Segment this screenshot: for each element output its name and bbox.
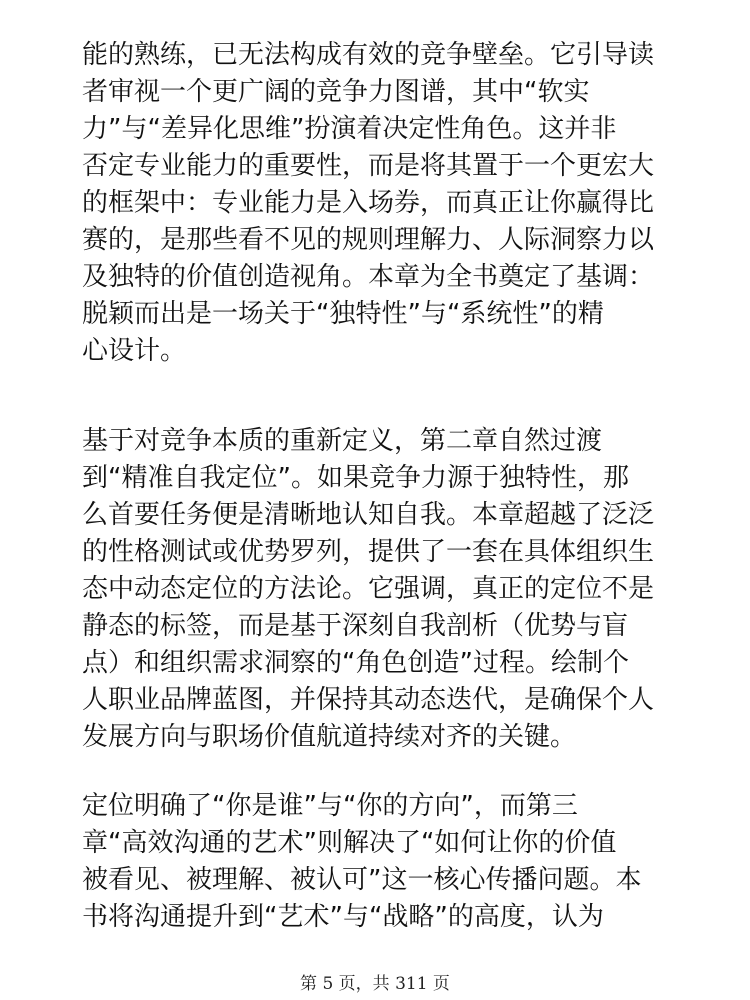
paragraph-2: [82, 423, 654, 756]
text-line: 心设计。: [82, 336, 187, 366]
text-line: 基于对竞争本质的重新定义，第二章自然过渡: [82, 426, 603, 456]
text-line: 静态的标签，而是基于深刻自我剖析（优势与盲: [82, 611, 629, 641]
text-line: 到“精准自我定位”。如果竞争力源于独特性，那: [82, 463, 629, 493]
text-line: 的框架中：专业能力是入场券，而真正让你赢得比: [82, 188, 655, 218]
text-line: 者审视一个更广阔的竞争力图谱，其中“软实: [82, 77, 590, 107]
text-line: 章“高效沟通的艺术”则解决了“如何让你的价值: [82, 828, 617, 858]
text-line: 人职业品牌蓝图，并保持其动态迭代，是确保个人: [82, 685, 655, 715]
text-line: 定位明确了“你是谁”与“你的方向”，而第三: [82, 791, 578, 821]
text-line: 力”与“差异化思维”扮演着决定性角色。这并非: [82, 114, 617, 144]
document-page: [82, 0, 672, 1000]
paragraph-3: [82, 788, 641, 936]
text-line: 态中动态定位的方法论。它强调，真正的定位不是: [82, 574, 655, 604]
text-line: 的性格测试或优势罗列，提供了一套在具体组织生: [82, 537, 655, 567]
text-line: 点）和组织需求洞察的“角色创造”过程。绘制个: [82, 648, 629, 678]
text-line: 否定专业能力的重要性，而是将其置于一个更宏大: [82, 151, 655, 181]
text-line: 脱颖而出是一场关于“独特性”与“系统性”的精: [82, 299, 604, 329]
page-number-footer: 第 5 页，共 311 页: [300, 974, 450, 994]
text-line: 赛的，是那些看不见的规则理解力、人际洞察力以: [82, 225, 655, 255]
text-line: 么首要任务便是清晰地认知自我。本章超越了泛泛: [82, 500, 655, 530]
text-line: 书将沟通提升到“艺术”与“战略”的高度，认为: [82, 902, 604, 932]
paragraph-1: [82, 37, 654, 370]
text-line: 及独特的价值创造视角。本章为全书奠定了基调：: [82, 262, 655, 292]
text-line: 能的熟练，已无法构成有效的竞争壁垒。它引导读: [82, 40, 655, 70]
text-line: 被看见、被理解、被认可”这一核心传播问题。本: [82, 865, 642, 895]
text-line: 发展方向与职场价值航道持续对齐的关键。: [82, 722, 577, 752]
